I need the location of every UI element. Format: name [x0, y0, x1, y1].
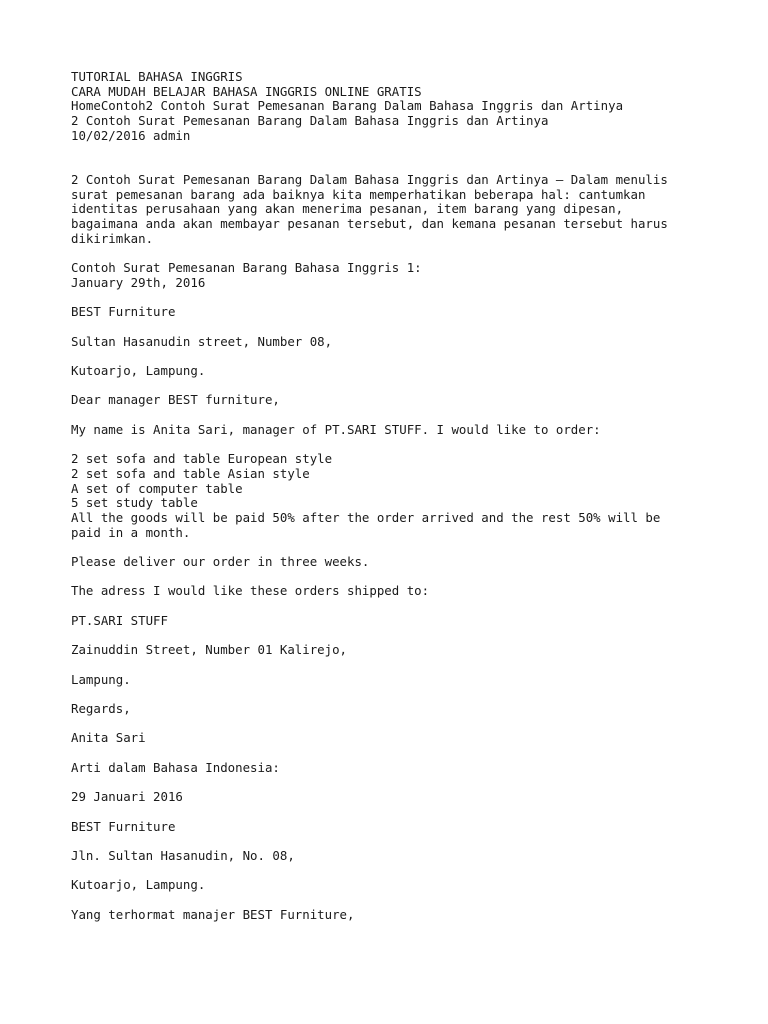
breadcrumb: HomeContoh2 Contoh Surat Pemesanan Barang Dalam Bahasa Inggris dan Artinya — [71, 98, 624, 114]
intro-line: identitas perusahaan yang akan menerima pesanan, item barang yang dipesan, — [71, 201, 624, 217]
order-items-list — [71, 452, 711, 540]
payment-terms: All the goods will be paid 50% after the order arrived and the rest 50% will be — [71, 509, 661, 525]
salutation: Dear manager BEST furniture, — [71, 392, 280, 408]
ship-to-street: Zainuddin Street, Number 01 Kalirejo, — [71, 642, 348, 658]
closing: Regards, — [71, 701, 131, 717]
payment-terms: paid in a month. — [71, 524, 191, 540]
order-item: 2 set sofa and table European style — [71, 451, 333, 467]
post-title: 2 Contoh Surat Pemesanan Barang Dalam Bahasa Inggris dan Artinya — [71, 113, 549, 129]
letter-heading: Contoh Surat Pemesanan Barang Bahasa Inggris 1: — [71, 260, 422, 276]
intro-line: surat pemesanan barang ada baiknya kita memperhatikan beberapa hal: cantumkan — [71, 186, 646, 202]
intro-line: 2 Contoh Surat Pemesanan Barang Dalam Bahasa Inggris dan Artinya – Dalam menulis — [71, 171, 668, 187]
opening-sentence: My name is Anita Sari, manager of PT.SARI STUFF. I would like to order: — [71, 421, 601, 437]
order-item: 5 set study table — [71, 495, 198, 511]
recipient-city: Kutoarjo, Lampung. — [71, 877, 206, 893]
letter-date: January 29th, 2016 — [71, 274, 206, 290]
order-item: A set of computer table — [71, 480, 243, 496]
recipient-street: Sultan Hasanudin street, Number 08, — [71, 333, 333, 349]
letter-english — [71, 261, 711, 746]
shipping-intro: The adress I would like these orders shipped to: — [71, 583, 430, 599]
document-page — [71, 70, 711, 922]
site-tagline: CARA MUDAH BELAJAR BAHASA INGGRIS ONLINE GRATIS — [71, 83, 422, 99]
ship-to-name: PT.SARI STUFF — [71, 612, 168, 628]
ship-to-city: Lampung. — [71, 671, 131, 687]
signature: Anita Sari — [71, 730, 146, 746]
translation-heading: Arti dalam Bahasa Indonesia: — [71, 759, 280, 775]
salutation: Yang terhormat manajer BEST Furniture, — [71, 906, 355, 922]
site-title: TUTORIAL BAHASA INGGRIS — [71, 69, 243, 84]
delivery-request: Please deliver our order in three weeks. — [71, 554, 370, 570]
document-header — [71, 70, 711, 144]
letter-indonesian — [71, 761, 711, 923]
letter-date: 29 Januari 2016 — [71, 789, 183, 805]
recipient-name: BEST Furniture — [71, 304, 176, 320]
post-meta: 10/02/2016 admin — [71, 127, 191, 143]
recipient-street: Jln. Sultan Hasanudin, No. 08, — [71, 847, 295, 863]
intro-line: dikirimkan. — [71, 230, 154, 246]
recipient-name: BEST Furniture — [71, 818, 176, 834]
recipient-city: Kutoarjo, Lampung. — [71, 362, 206, 378]
intro-paragraph — [71, 173, 711, 247]
order-item: 2 set sofa and table Asian style — [71, 465, 310, 481]
intro-line: bagaimana anda akan membayar pesanan tersebut, dan kemana pesanan tersebut harus — [71, 216, 668, 232]
